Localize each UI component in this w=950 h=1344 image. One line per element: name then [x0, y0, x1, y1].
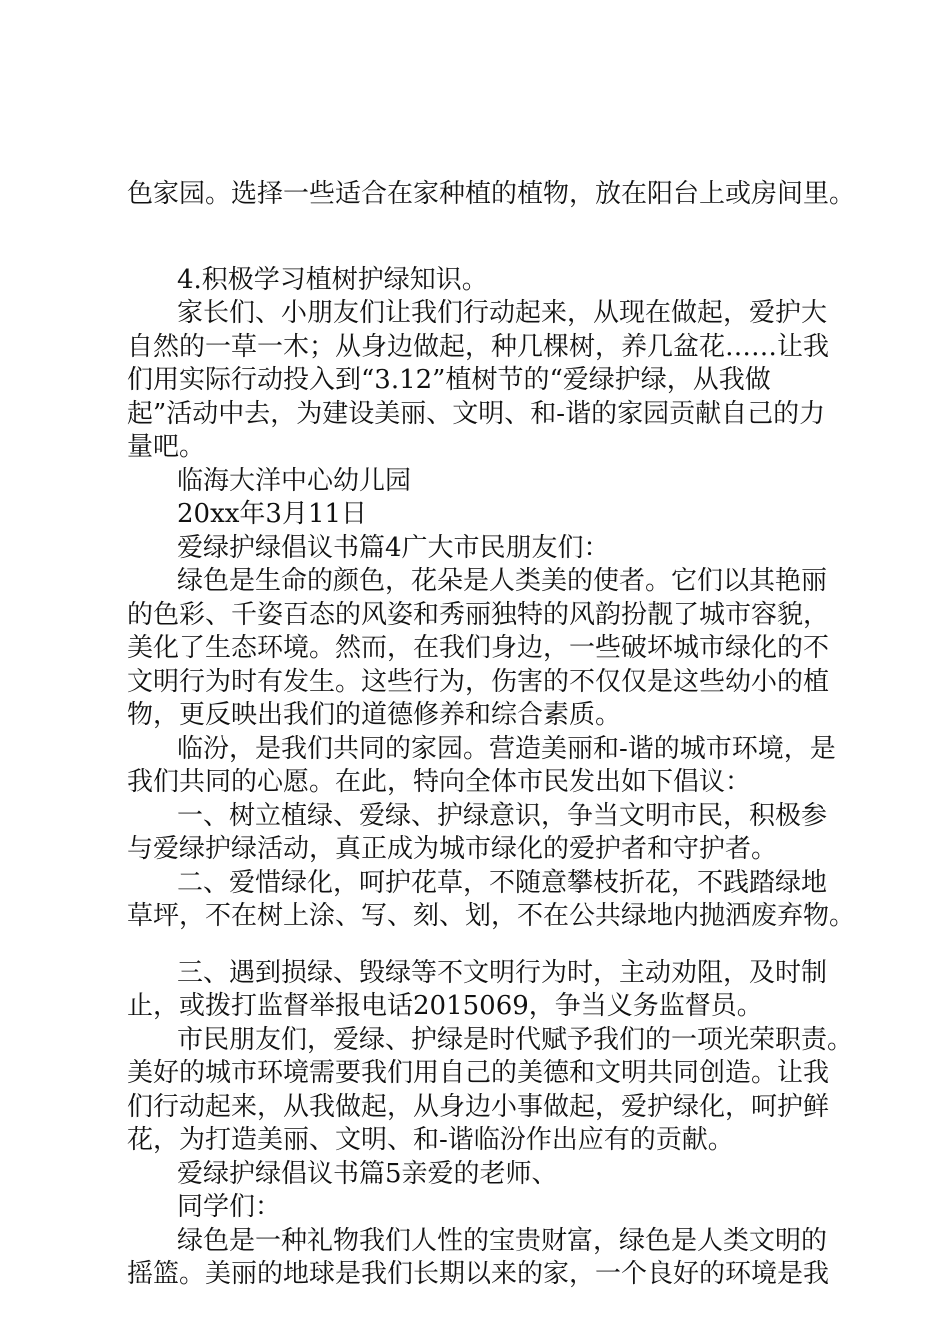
- text-line: 们行动起来，从我做起，从身边小事做起，爱护绿化，呵护鲜: [127, 1092, 830, 1122]
- text-line: 们用实际行动投入到“3.12”植树节的“爱绿护绿，从我做: [127, 365, 771, 395]
- text-line: 起”活动中去，为建设美丽、文明、和-谐的家园贡献自己的力: [127, 399, 826, 429]
- signature-date: 20xx年3月11日: [177, 499, 368, 529]
- text-line: 家长们、小朋友们让我们行动起来，从现在做起，爱护大: [177, 298, 828, 328]
- text-line: 同学们：: [177, 1192, 282, 1222]
- text-line: 自然的一草一木；从身边做起，种几棵树，养几盆花……让我: [127, 332, 830, 362]
- section-heading: 爱绿护绿倡议书篇5亲爱的老师、: [177, 1159, 558, 1189]
- list-item: 一、树立植绿、爱绿、护绿意识，争当文明市民，积极参: [177, 801, 828, 831]
- text-line: 临汾，是我们共同的家园。营造美丽和-谐的城市环境，是: [177, 734, 836, 764]
- text-line: 物，更反映出我们的道德修养和综合素质。: [127, 700, 622, 730]
- list-item: 4.积极学习植树护绿知识。: [177, 265, 488, 295]
- text-line: 草坪，不在树上涂、写、刻、划，不在公共绿地内抛洒废弃物。: [127, 901, 856, 931]
- text-line: 文明行为时有发生。这些行为，伤害的不仅仅是这些幼小的植: [127, 667, 830, 697]
- text-line: 色家园。选择一些适合在家种植的植物，放在阳台上或房间里。: [127, 179, 856, 209]
- text-line: 市民朋友们，爱绿、护绿是时代赋予我们的一项光荣职责。: [177, 1025, 854, 1055]
- list-item: 二、爱惜绿化，呵护花草，不随意攀枝折花，不践踏绿地: [177, 868, 828, 898]
- text-line: 止，或拨打监督举报电话2015069，争当义务监督员。: [127, 991, 763, 1021]
- text-line: 美好的城市环境需要我们用自己的美德和文明共同创造。让我: [127, 1058, 830, 1088]
- text-line: 的色彩、千姿百态的风姿和秀丽独特的风韵扮靓了城市容貌，: [127, 600, 830, 630]
- text-line: 绿色是生命的颜色，花朵是人类美的使者。它们以其艳丽: [177, 566, 828, 596]
- text-line: 我们共同的心愿。在此，特向全体市民发出如下倡议：: [127, 767, 752, 797]
- section-heading: 爱绿护绿倡议书篇4广大市民朋友们：: [177, 533, 610, 563]
- text-line: 花，为打造美丽、文明、和-谐临汾作出应有的贡献。: [127, 1125, 734, 1155]
- signature-org: 临海大洋中心幼儿园: [177, 466, 412, 496]
- text-line: 与爱绿护绿活动，真正成为城市绿化的爱护者和守护者。: [127, 834, 778, 864]
- text-line: 摇篮。美丽的地球是我们长期以来的家，一个良好的环境是我: [127, 1259, 830, 1289]
- text-line: 美化了生态环境。然而，在我们身边，一些破坏城市绿化的不: [127, 633, 830, 663]
- text-line: 量吧。: [127, 432, 206, 462]
- list-item: 三、遇到损绿、毁绿等不文明行为时，主动劝阻，及时制: [177, 958, 828, 988]
- text-line: 绿色是一种礼物我们人性的宝贵财富，绿色是人类文明的: [177, 1226, 828, 1256]
